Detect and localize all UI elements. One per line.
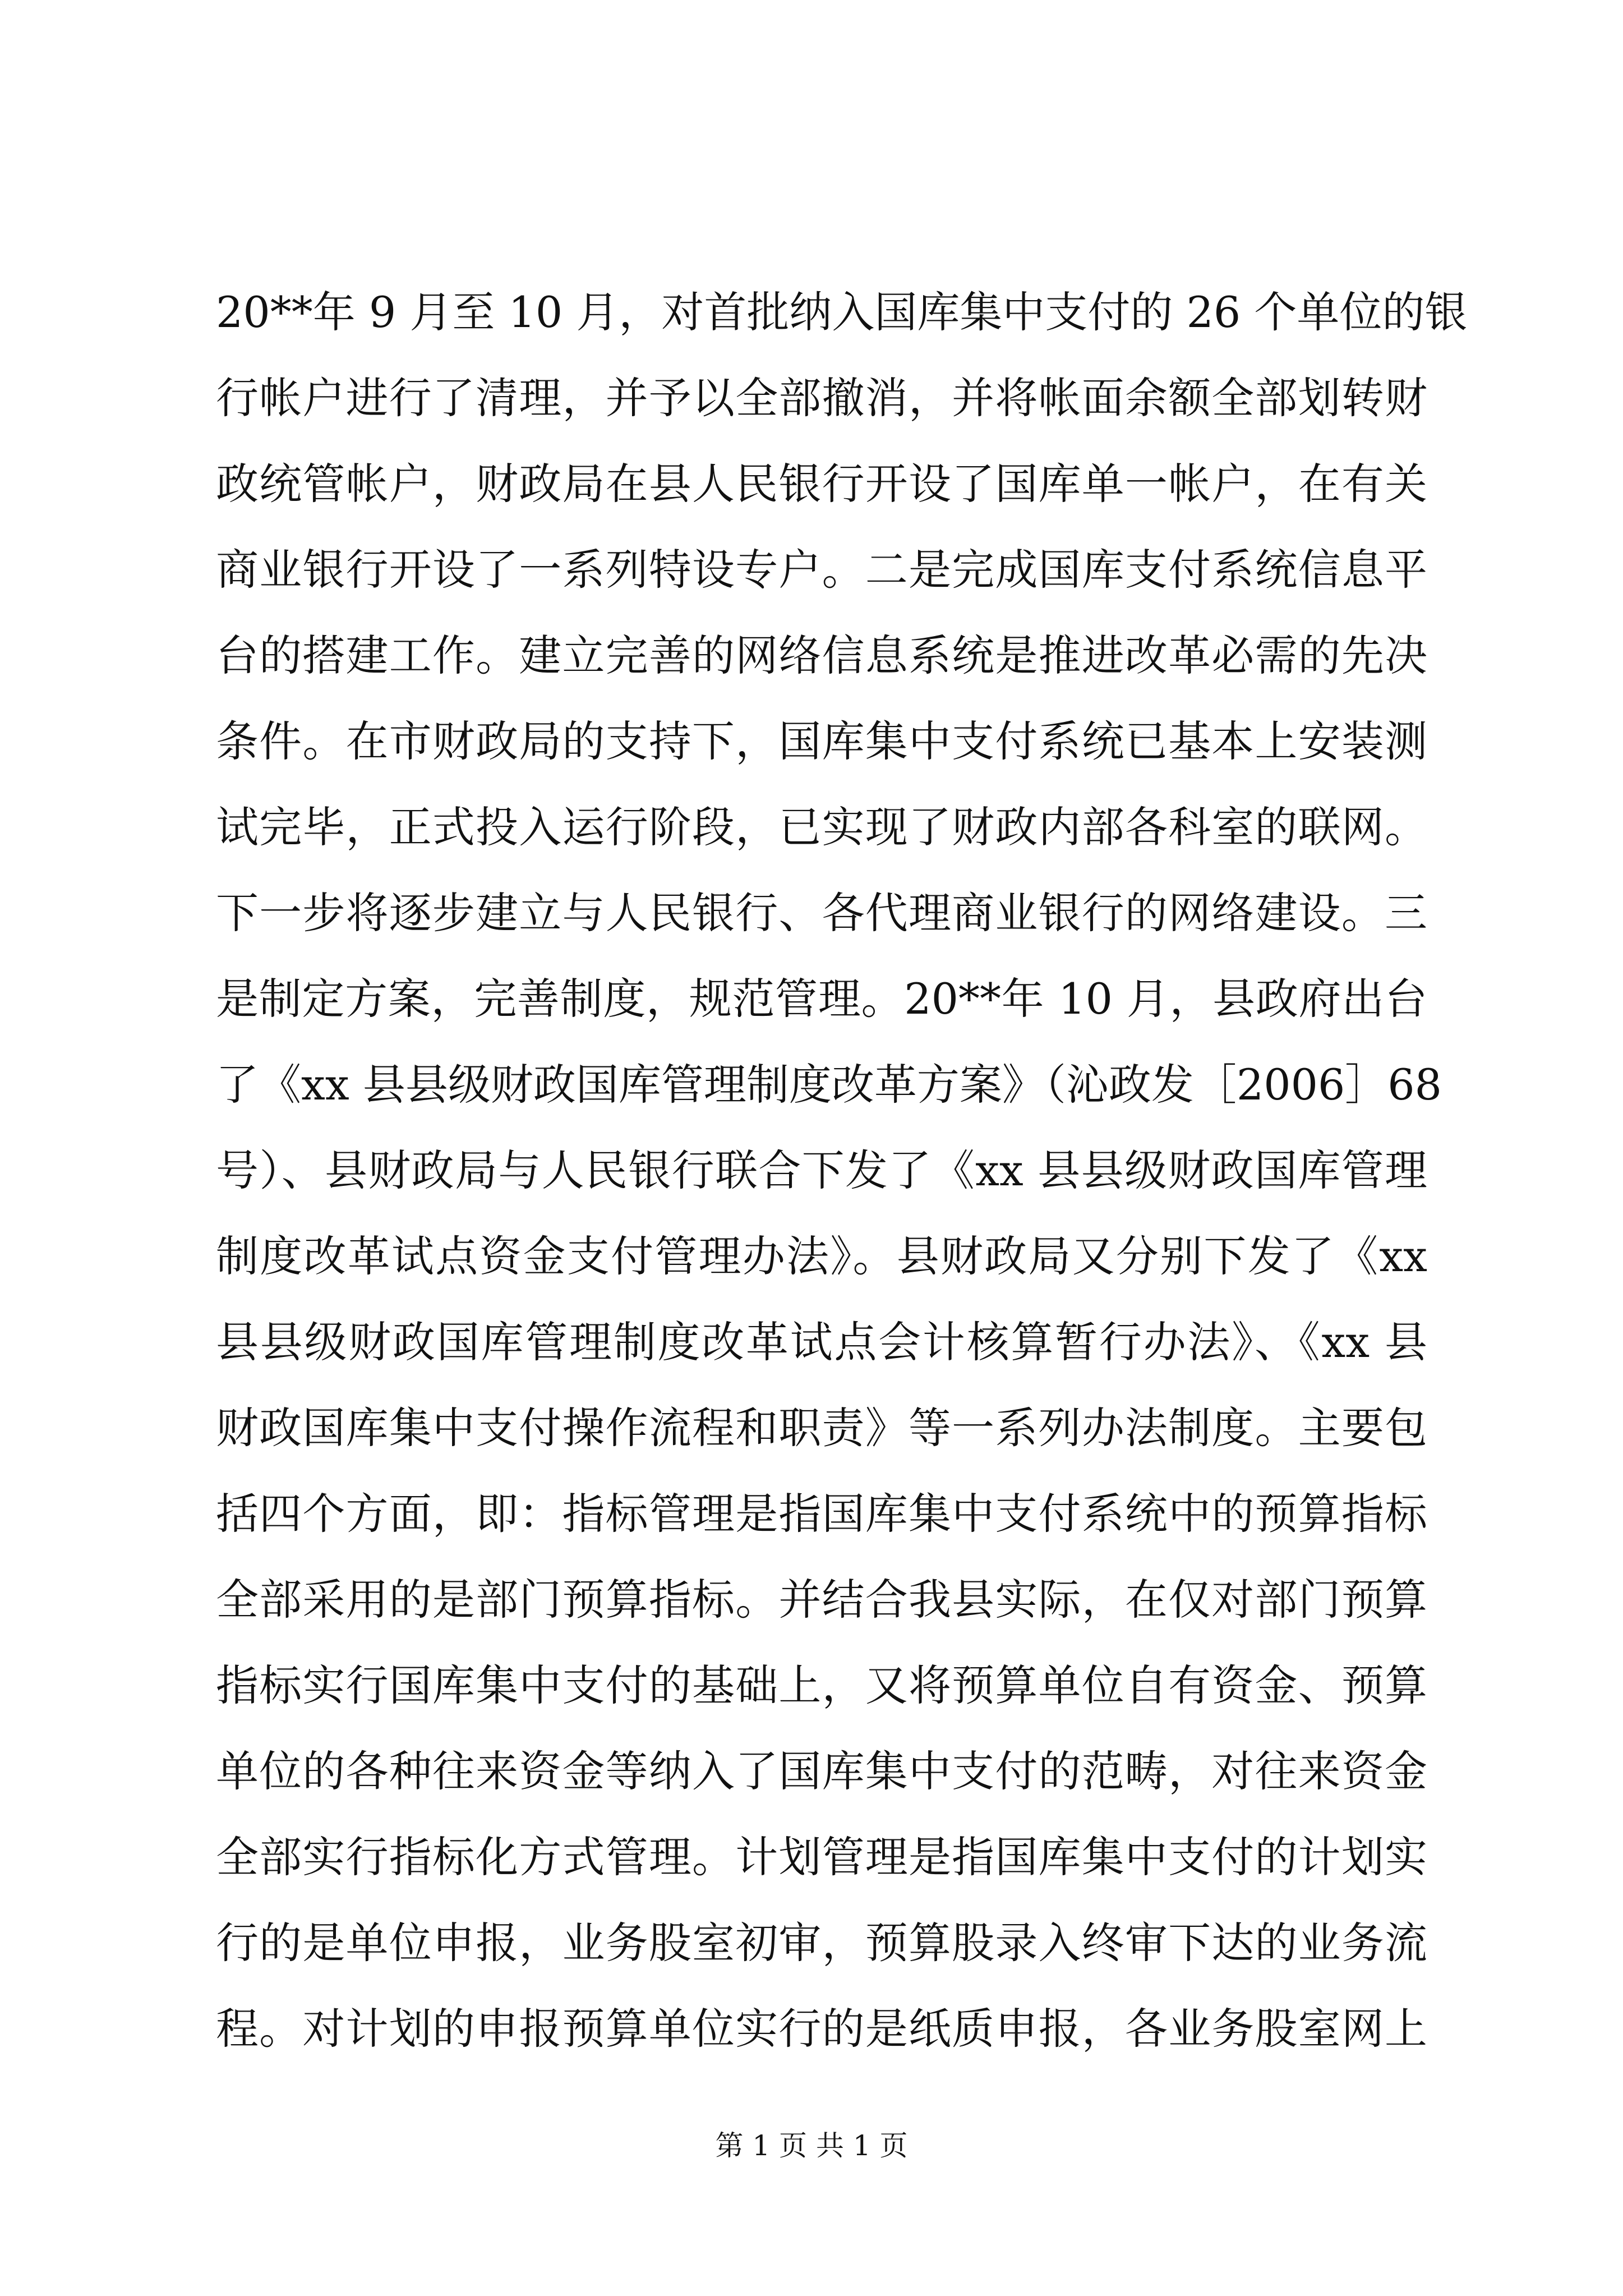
- text-line: 县县级财政国库管理制度改革试点会计核算暂行办法》、《xx 县: [216, 1317, 1427, 1367]
- text-line: 了《xx 县县级财政国库管理制度改革方案》（沁政发［2006］68: [216, 1060, 1442, 1110]
- text-line: 制度改革试点资金支付管理办法》。县财政局又分别下发了《xx: [216, 1231, 1427, 1281]
- body-text: [216, 269, 1468, 2072]
- text-line: 全部实行指标化方式管理。计划管理是指国库集中支付的计划实: [216, 1832, 1427, 1882]
- text-line: 全部采用的是部门预算指标。并结合我县实际，在仅对部门预算: [216, 1575, 1427, 1625]
- text-line: 程。对计划的申报预算单位实行的是纸质申报，各业务股室网上: [216, 2004, 1427, 2054]
- page-footer: [0, 2123, 1623, 2168]
- text-line: 财政国库集中支付操作流程和职责》等一系列办法制度。主要包: [216, 1403, 1427, 1453]
- text-line: 单位的各种往来资金等纳入了国库集中支付的范畴，对往来资金: [216, 1746, 1427, 1796]
- text-line: 括四个方面，即：指标管理是指国库集中支付系统中的预算指标: [216, 1489, 1427, 1539]
- text-line: 行的是单位申报，业务股室初审，预算股录入终审下达的业务流: [216, 1918, 1427, 1968]
- page-number-label: 第 1 页 共 1 页: [715, 2129, 908, 2162]
- text-line: 下一步将逐步建立与人民银行、各代理商业银行的网络建设。三: [216, 888, 1427, 938]
- text-line: 指标实行国库集中支付的基础上，又将预算单位自有资金、预算: [216, 1660, 1427, 1710]
- text-line: 行帐户进行了清理，并予以全部撤消，并将帐面余额全部划转财: [216, 373, 1427, 423]
- text-line: 台的搭建工作。建立完善的网络信息系统是推进改革必需的先决: [216, 631, 1427, 680]
- text-line: 商业银行开设了一系列特设专户。二是完成国库支付系统信息平: [216, 545, 1427, 595]
- text-line: 20**年 9 月至 10 月，对首批纳入国库集中支付的 26 个单位的银: [216, 287, 1468, 337]
- text-line: 是制定方案，完善制度，规范管理。20**年 10 月，县政府出台: [216, 974, 1427, 1024]
- text-line: 政统管帐户，财政局在县人民银行开设了国库单一帐户，在有关: [216, 459, 1427, 509]
- text-line: 号）、县财政局与人民银行联合下发了《xx 县县级财政国库管理: [216, 1145, 1427, 1195]
- text-line: 试完毕，正式投入运行阶段，已实现了财政内部各科室的联网。: [216, 802, 1427, 852]
- text-line: 条件。在市财政局的支持下，国库集中支付系统已基本上安装测: [216, 716, 1427, 766]
